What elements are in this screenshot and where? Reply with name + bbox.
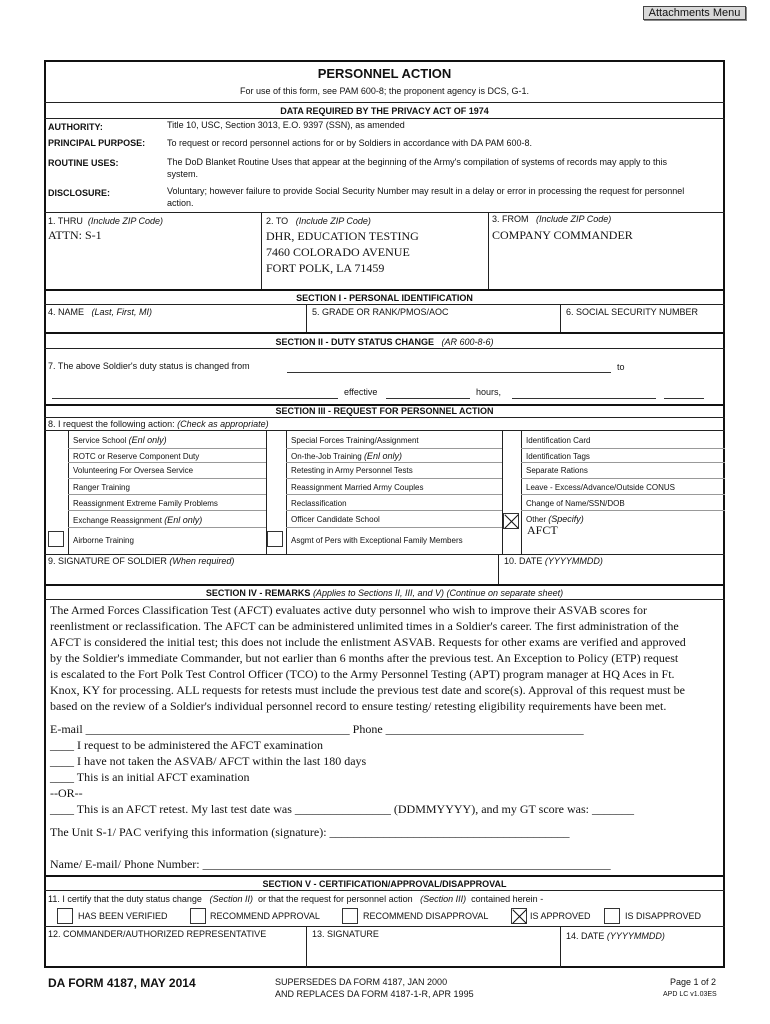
opt-rotc[interactable]: ROTC or Reserve Component Duty <box>73 452 200 461</box>
hours-field[interactable] <box>512 398 656 399</box>
duty-from-field[interactable] <box>287 372 611 373</box>
form-id: DA FORM 4187, MAY 2014 <box>48 976 196 990</box>
purpose-text: To request or record personnel actions for or by Soldiers in accordance with DA PAM 600-8. <box>167 138 533 148</box>
section5-header: SECTION V - CERTIFICATION/APPROVAL/DISAPPROVAL <box>262 879 507 889</box>
authority-label: AUTHORITY: <box>48 122 103 132</box>
opt-separate-rations[interactable]: Separate Rations <box>526 466 588 475</box>
remarks-name-line[interactable]: Name/ E-mail/ Phone Number: ____________________________________________________________________ <box>50 857 611 871</box>
hours-label: hours, <box>476 387 502 397</box>
opt-id-tags[interactable]: Identification Tags <box>526 452 590 461</box>
opt-efmp[interactable]: Asgmt of Pers with Exceptional Family Members <box>291 536 463 545</box>
authority-text: Title 10, USC, Section 3013, E.O. 9397 (SSN), as amended <box>167 120 405 130</box>
checkbox-is-approved-checked[interactable] <box>511 908 527 924</box>
checkbox-is-disapproved[interactable] <box>604 908 620 924</box>
disclosure-text: Voluntary; however failure to provide Social Security Number may result in a delay or error in processing the request for personnel action. <box>167 186 685 208</box>
opt-exchange[interactable]: Exchange Reassignment (Enl only) <box>73 515 203 525</box>
opt-has-been-verified[interactable]: HAS BEEN VERIFIED <box>78 911 168 921</box>
soldier-signature-label: 9. SIGNATURE OF SOLDIER (When required) <box>48 556 235 566</box>
ssn-label: 6. SOCIAL SECURITY NUMBER <box>566 307 699 317</box>
opt-change-name[interactable]: Change of Name/SSN/DOB <box>526 499 625 508</box>
checkbox-efmp[interactable] <box>267 531 283 547</box>
opt-is-approved[interactable]: IS APPROVED <box>530 911 591 921</box>
section4-header: SECTION IV - REMARKS (Applies to Sections II, III, and V) (Continue on separate sheet) <box>205 588 564 598</box>
opt-married-couples[interactable]: Reassignment Married Army Couples <box>291 483 424 492</box>
thru-value[interactable]: ATTN: S-1 <box>48 228 102 242</box>
opt-leave[interactable]: Leave - Excess/Advance/Outside CONUS <box>526 483 675 492</box>
opt-recommend-approval[interactable]: RECOMMEND APPROVAL <box>210 911 320 921</box>
soldier-date-label: 10. DATE (YYYYMMDD) <box>504 556 603 566</box>
checkbox-recommend-approval[interactable] <box>190 908 206 924</box>
remarks-unit-verification[interactable]: The Unit S-1/ PAC verifying this information (signature): ________________________________________ <box>50 825 570 839</box>
request-line: 8. I request the following action: (Check as appropriate) <box>48 419 269 429</box>
opt-ranger[interactable]: Ranger Training <box>73 483 130 492</box>
section1-header: SECTION I - PERSONAL IDENTIFICATION <box>296 293 473 303</box>
checkbox-other-checked[interactable] <box>503 513 519 529</box>
to-label: 2. TO (Include ZIP Code) <box>266 216 371 226</box>
routine-text: The DoD Blanket Routine Uses that appear at the beginning of the Army's compilation of systems of records may apply to this system. <box>167 157 667 179</box>
opt-ocs[interactable]: Officer Candidate School <box>291 515 380 524</box>
privacy-header: DATA REQUIRED BY THE PRIVACY ACT OF 1974 <box>280 106 489 116</box>
duty-status-line: 7. The above Soldier's duty status is changed from <box>48 361 250 371</box>
opt-id-card[interactable]: Identification Card <box>526 436 591 445</box>
opt-reassign-family[interactable]: Reassignment Extreme Family Problems <box>73 499 218 508</box>
opt-oversea[interactable]: Volunteering For Oversea Service <box>73 466 194 475</box>
remarks-paragraph[interactable]: The Armed Forces Classification Test (AFCT) evaluates active duty personnel who wish to improve their ASVAB scores for reenlistment or reclassification. The AFCT can be administered unlimited times in a Soldier's career. The first administration of the AFCT is considered the initial test; this does not include the enlistment ASVAB. Requests for other exams are verified and approved by the Soldier's immediate Commander, but not earlier than 6 months after the previous test. An Exception to Policy (ETP) request is escalated to the Fort Polk Test Control Officer (TCO) to the Army Personnel Testing (APT) program manager at HQ Aces in Ft. Knox, KY for processing. ALL requests for retests must include the previous test date and score(s). Approval of this request must be based on the review of a Soldier's individual personnel record to ensure testing/ retesting eligibility requirements have been met. <box>50 603 686 713</box>
duty-to-field[interactable] <box>52 398 338 399</box>
section2-header: SECTION II - DUTY STATUS CHANGE (AR 600-8-6) <box>275 337 494 347</box>
opt-airborne[interactable]: Airborne Training <box>73 536 134 545</box>
effective-label: effective <box>344 387 378 397</box>
duty-to-label: to <box>617 362 625 372</box>
checkbox-has-been-verified[interactable] <box>57 908 73 924</box>
disclosure-label: DISCLOSURE: <box>48 188 111 198</box>
opt-recommend-disapproval[interactable]: RECOMMEND DISAPPROVAL <box>363 911 489 921</box>
form-version: APD LC v1.03ES <box>663 991 717 998</box>
approval-date-label: 14. DATE (YYYYMMDD) <box>566 931 665 941</box>
form-title: PERSONNEL ACTION <box>317 66 452 81</box>
remarks-checklist[interactable]: E-mail ____________________________________________ Phone _________________________________ ____ I request to be administered the AFCT examination ____ I have not taken the ASVAB/ AFCT within the last 180 days ____ This is an initial AFCT examination --OR-- ____ This is an AFCT retest. My last test date was ________________ (DDMMYYYY), and my GT score was: _______ <box>50 722 634 816</box>
to-address[interactable]: DHR, EDUCATION TESTING 7460 COLORADO AVENUE FORT POLK, LA 71459 <box>266 229 419 275</box>
commander-label: 12. COMMANDER/AUTHORIZED REPRESENTATIVE <box>48 929 267 939</box>
purpose-label: PRINCIPAL PURPOSE: <box>48 138 146 148</box>
other-value[interactable]: AFCT <box>527 523 558 537</box>
certify-line: 11. I certify that the duty status change (Section II) or that the request for personnel action (Section III) contained herein - <box>48 894 544 904</box>
signature-label: 13. SIGNATURE <box>312 929 379 939</box>
checkbox-recommend-disapproval[interactable] <box>342 908 358 924</box>
effective-field[interactable] <box>386 398 470 399</box>
opt-ojt[interactable]: On-the-Job Training (Enl only) <box>291 451 402 461</box>
checkbox-airborne[interactable] <box>48 531 64 547</box>
opt-reclassification[interactable]: Reclassification <box>291 499 347 508</box>
section3-header: SECTION III - REQUEST FOR PERSONNEL ACTION <box>275 406 494 416</box>
form-use-note: For use of this form, see PAM 600-8; the proponent agency is DCS, G-1. <box>240 86 529 96</box>
opt-other[interactable]: Other (Specify) <box>526 514 584 524</box>
opt-retesting[interactable]: Retesting in Army Personnel Tests <box>291 466 413 475</box>
opt-service-school[interactable]: Service School (Enl only) <box>73 435 167 445</box>
grade-label: 5. GRADE OR RANK/PMOS/AOC <box>312 307 449 317</box>
name-label: 4. NAME (Last, First, MI) <box>48 307 153 317</box>
supersedes-text: SUPERSEDES DA FORM 4187, JAN 2000 AND REPLACES DA FORM 4187-1-R, APR 1995 <box>275 977 474 999</box>
opt-special-forces[interactable]: Special Forces Training/Assignment <box>291 436 419 445</box>
attachments-menu-button[interactable]: Attachments Menu <box>643 6 746 20</box>
routine-label: ROUTINE USES: <box>48 158 119 168</box>
opt-is-disapproved[interactable]: IS DISAPPROVED <box>625 911 702 921</box>
from-label: 3. FROM (Include ZIP Code) <box>492 214 612 224</box>
from-value[interactable]: COMPANY COMMANDER <box>492 228 633 242</box>
page-number: Page 1 of 2 <box>670 977 717 987</box>
thru-label: 1. THRU (Include ZIP Code) <box>48 216 164 226</box>
